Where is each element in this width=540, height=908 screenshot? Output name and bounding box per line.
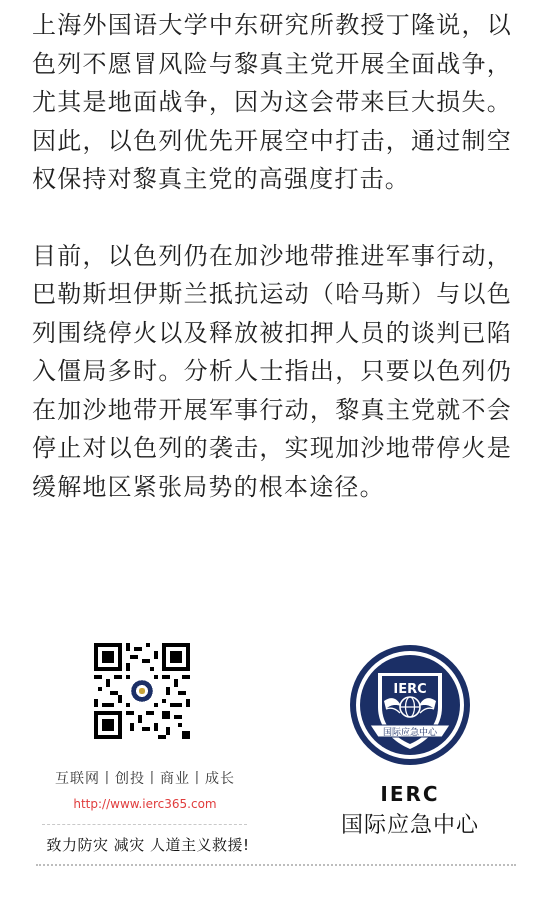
logo-ring-text: IERC (393, 682, 427, 697)
bottom-dotted-divider (36, 864, 516, 866)
paragraph-1: 上海外国语大学中东研究所教授丁隆说，以色列不愿冒风险与黎真主党开展全面战争，尤其是地面战争，因为这会带来巨大损失。因此，以色列优先开展空中打击，通过制空权保持对黎真主党的高强度打击。 (32, 11, 512, 193)
tagline-text: 互联网丨创投丨商业丨成长 (55, 771, 235, 787)
ierc-emblem-icon (348, 643, 472, 767)
logo-banner-text: 国际应急中心 (382, 728, 438, 738)
slogan-text: 致力防灾 减灾 人道主义救援! (46, 836, 250, 854)
logo-abbreviation: IERC (380, 782, 440, 806)
footer-divider (42, 824, 247, 825)
article-body (32, 6, 512, 506)
qr-code-icon (94, 643, 190, 739)
paragraph-2: 目前，以色列仍在加沙地带推进军事行动，巴勒斯坦伊斯兰抵抗运动（哈马斯）与以色列围绕停火以及释放被扣押人员的谈判已陷入僵局多时。分析人士指出，只要以色列仍在加沙地带开展军事行动，黎真主党就不会停止对以色列的袭击，实现加沙地带停火是缓解地区紧张局势的根本途径。 (32, 241, 512, 501)
website-link[interactable]: http://www.ierc365.com (73, 797, 217, 811)
logo-org-name: 国际应急中心 (340, 813, 479, 838)
